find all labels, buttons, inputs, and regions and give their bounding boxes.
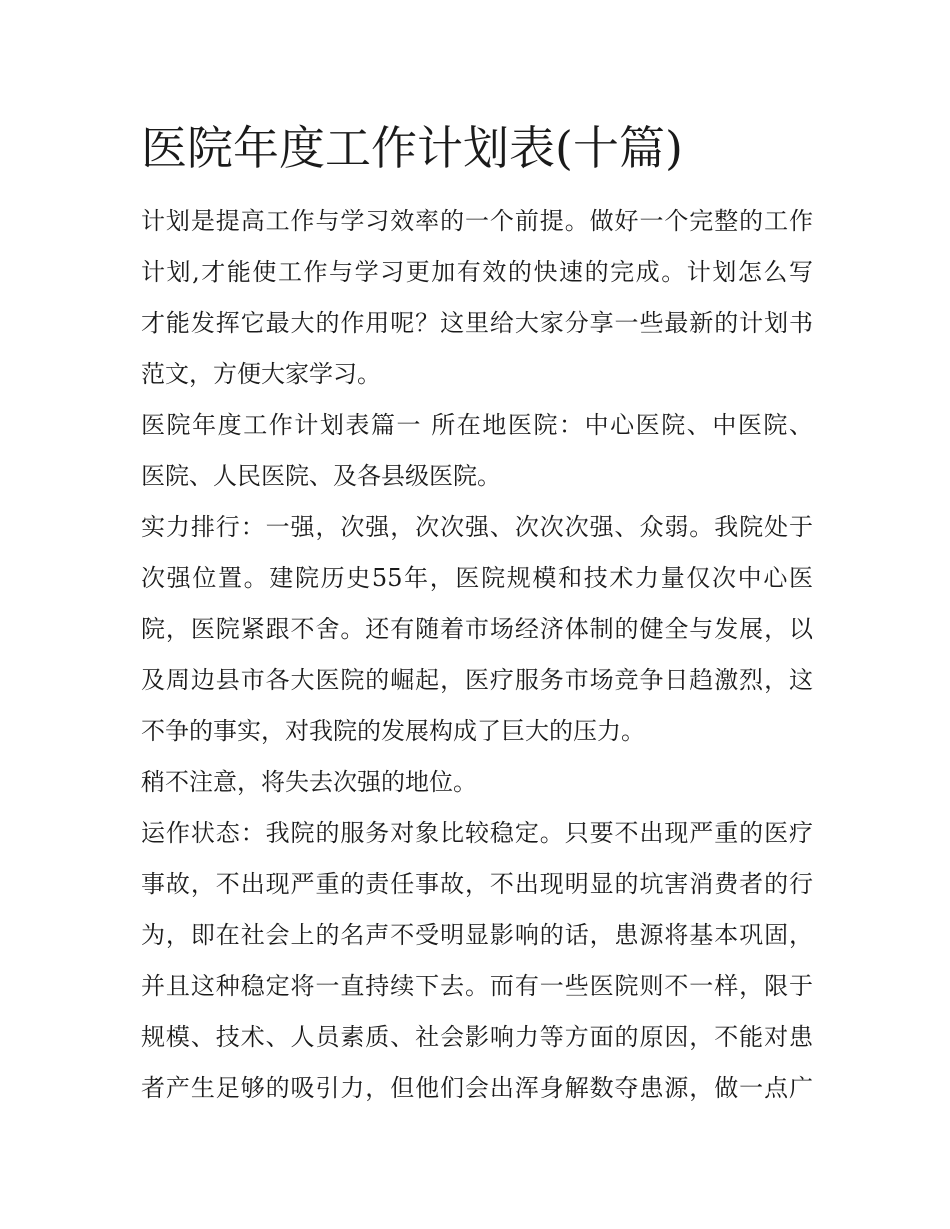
paragraph-line: 实力排行：一强，次强，次次强、次次次强、众弱。我院处于: [141, 513, 813, 541]
document-body: [141, 196, 813, 1114]
paragraph-line: 次强位置。建院历史55年，医院规模和技术力量仅次中心医: [141, 564, 813, 592]
paragraph-line: 不争的事实，对我院的发展构成了巨大的压力。: [141, 717, 645, 745]
document-title: 医院年度工作计划表(十篇): [141, 121, 683, 175]
paragraph-line: 稍不注意，将失去次强的地位。: [141, 768, 477, 796]
paragraph-line: 才能发挥它最大的作用呢？这里给大家分享一些最新的计划书: [141, 309, 813, 337]
paragraph-line: 计划,才能使工作与学习更加有效的快速的完成。计划怎么写: [141, 258, 813, 286]
paragraph-line: 计划是提高工作与学习效率的一个前提。做好一个完整的工作: [141, 207, 813, 235]
paragraph-line: 事故，不出现严重的责任事故，不出现明显的坑害消费者的行: [141, 870, 813, 898]
paragraph-line: 为，即在社会上的名声不受明显影响的话，患源将基本巩固，: [141, 921, 813, 949]
paragraph-line: 者产生足够的吸引力，但他们会出浑身解数夺患源，做一点广: [141, 1074, 813, 1102]
paragraph-line: 医院年度工作计划表篇一 所在地医院：中心医院、中医院、: [141, 411, 813, 439]
document-page: [141, 112, 813, 1114]
paragraph-line: 范文，方便大家学习。: [141, 360, 381, 388]
paragraph-line: 并且这种稳定将一直持续下去。而有一些医院则不一样，限于: [141, 972, 813, 1000]
paragraph-line: 运作状态：我院的服务对象比较稳定。只要不出现严重的医疗: [141, 819, 813, 847]
paragraph-line: 及周边县市各大医院的崛起，医疗服务市场竞争日趋激烈，这: [141, 666, 813, 694]
paragraph-line: 规模、技术、人员素质、社会影响力等方面的原因，不能对患: [141, 1023, 813, 1051]
paragraph-line: 院，医院紧跟不舍。还有随着市场经济体制的健全与发展，以: [141, 615, 813, 643]
paragraph-line: 医院、人民医院、及各县级医院。: [141, 462, 501, 490]
